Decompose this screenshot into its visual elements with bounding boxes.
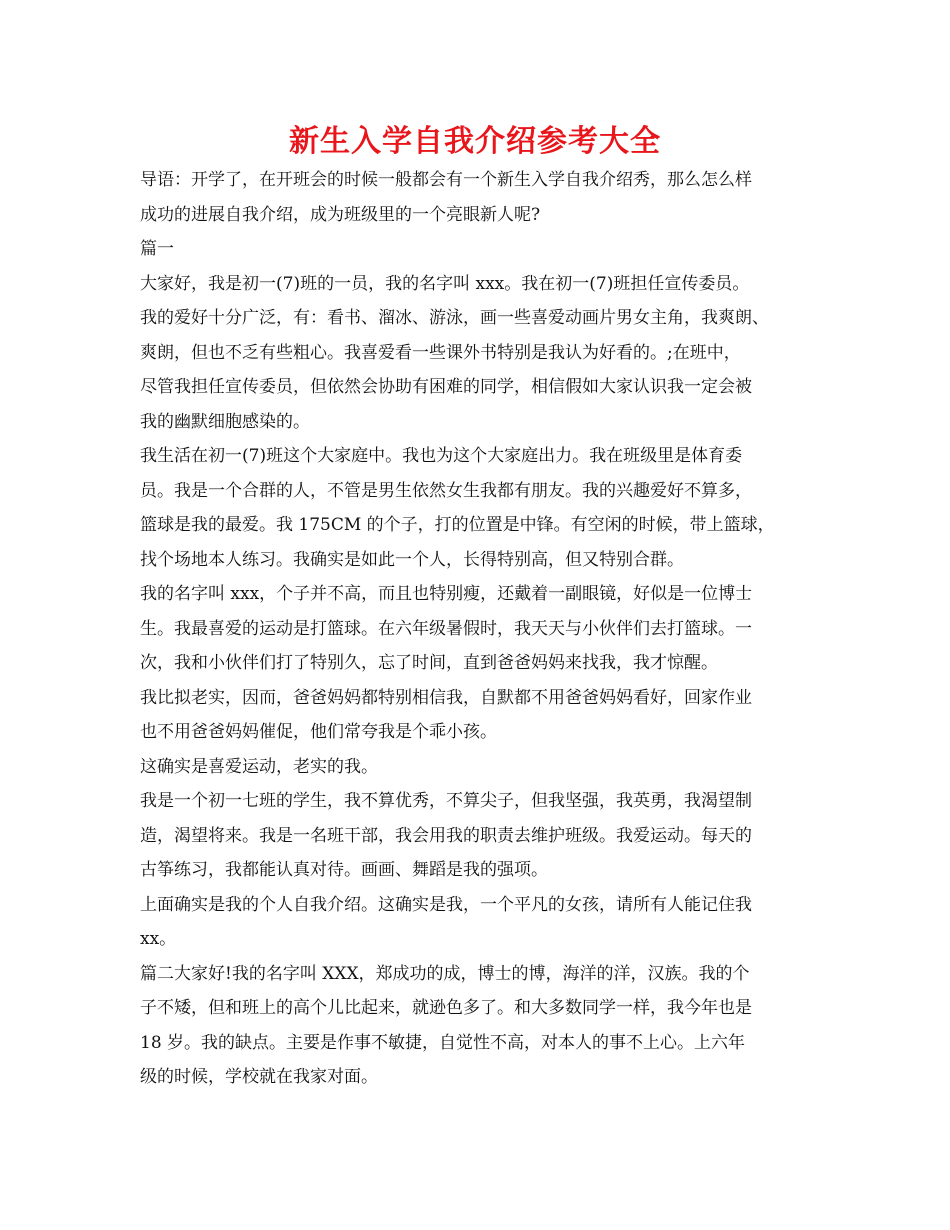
text-line: 次，我和小伙伴们打了特别久，忘了时间，直到爸爸妈妈来找我，我才惊醒。	[140, 653, 718, 673]
text-line: 尽管我担任宣传委员，但依然会协助有困难的同学，相信假如大家认识我一定会被	[140, 377, 752, 397]
text-line: 也不用爸爸妈妈催促，他们常夸我是个乖小孩。	[140, 722, 497, 742]
text-line: 导语：开学了，在开班会的时候一般都会有一个新生入学自我介绍秀，那么怎么样	[140, 170, 752, 190]
text-line: 我的爱好十分广泛，有：看书、溜冰、游泳，画一些喜爱动画片男女主角，我爽朗、	[140, 308, 769, 328]
text-line: 我生活在初一(7)班这个大家庭中。我也为这个大家庭出力。我在班级里是体育委	[140, 446, 743, 466]
text-line: 生。我最喜爱的运动是打篮球。在六年级暑假时，我天天与小伙伴们去打篮球。一	[140, 618, 752, 639]
text-line: 找个场地本人练习。我确实是如此一个人，长得特别高，但又特别合群。	[140, 549, 684, 570]
text-line: 员。我是一个合群的人，不管是男生依然女生我都有朋友。我的兴趣爱好不算多，	[140, 480, 752, 501]
text-line: 我是一个初一七班的学生，我不算优秀，不算尖子，但我坚强，我英勇，我渴望制	[140, 791, 752, 811]
text-line: 子不矮，但和班上的高个儿比起来，就逊色多了。和大多数同学一样，我今年也是	[140, 998, 752, 1018]
text-line: 造，渴望将来。我是一名班干部，我会用我的职责去维护班级。我爱运动。每天的	[140, 825, 752, 846]
document-title: 新生入学自我介绍参考大全	[289, 124, 661, 159]
document-body	[140, 163, 812, 1095]
text-line: 这确实是喜爱运动，老实的我。	[140, 756, 378, 777]
text-line: 成功的进展自我介绍，成为班级里的一个亮眼新人呢?	[140, 204, 541, 225]
text-line: xx。	[140, 929, 177, 949]
text-line: 篇二大家好!我的名字叫 XXX，郑成功的成，博士的博，海洋的洋，汉族。我的个	[140, 963, 750, 984]
text-line: 我的名字叫 xxx，个子并不高，而且也特别瘦，还戴着一副眼镜，好似是一位博士	[140, 584, 753, 604]
section-heading: 篇一	[140, 239, 174, 259]
text-line: 篮球是我的最爱。我 175CM 的个子，打的位置是中锋。有空闲的时候，带上篮球，	[140, 515, 775, 535]
text-line: 上面确实是我的个人自我介绍。这确实是我，一个平凡的女孩，请所有人能记住我	[140, 894, 752, 915]
text-line: 爽朗，但也不乏有些粗心。我喜爱看一些课外书特别是我认为好看的。;在班中，	[140, 342, 741, 363]
text-line: 级的时候，学校就在我家对面。	[140, 1067, 378, 1087]
text-line: 18 岁。我的缺点。主要是作事不敏捷，自觉性不高，对本人的事不上心。上六年	[140, 1032, 746, 1053]
text-line: 大家好，我是初一(7)班的一员，我的名字叫 xxx。我在初一(7)班担任宣传委员。	[140, 273, 750, 294]
text-line: 我的幽默细胞感染的。	[140, 411, 310, 432]
text-line: 我比拟老实，因而，爸爸妈妈都特别相信我，自默都不用爸爸妈妈看好，回家作业	[140, 687, 752, 708]
text-line: 古筝练习，我都能认真对待。画画、舞蹈是我的强项。	[140, 860, 548, 880]
